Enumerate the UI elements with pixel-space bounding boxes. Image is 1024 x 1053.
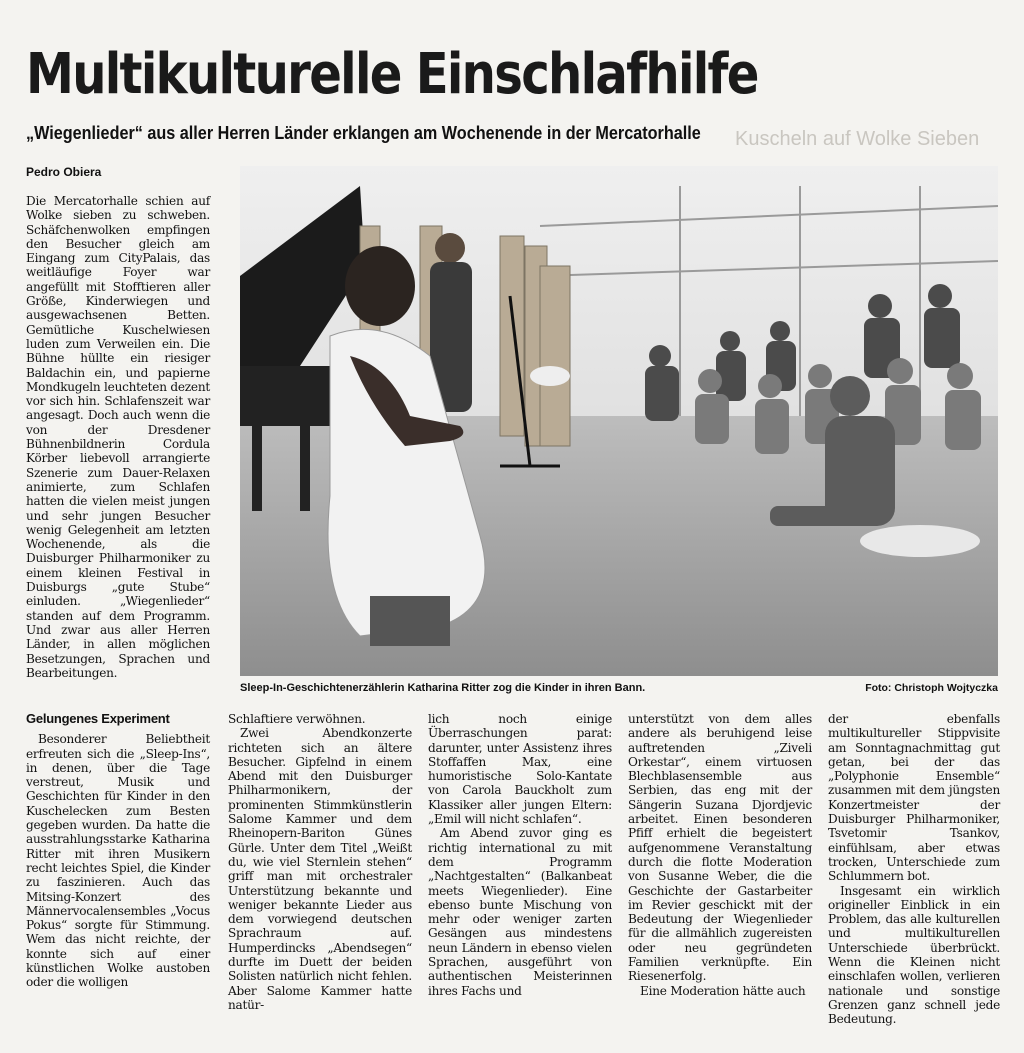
column-3-paragraph: lich noch einige Überraschungen parat: darunter, unter Assistenz ihres Stoffaffen Max, eine humoristische Solo-Kantate von Carola Bauckholt zum Klassiker aller jungen Eltern: „Emil will nicht schlafen“. [428, 712, 612, 827]
article-column-1 [26, 712, 210, 990]
column-5-paragraph: der ebenfalls multikultureller Stippvisite am Sonntagnachmittag gut getan, bei der das „Polyphonie Ensemble“ zusammen mit dem jüngsten Konzertmeister der Duisburger Philharmoniker, Tsvetomir Tsankov, einfühlsam, aber etwas trocken, Unterschiede zum Schlummern bot. [828, 712, 1000, 884]
photo-credit: Foto: Christoph Wojtyczka [865, 682, 998, 694]
photo-caption: Sleep-In-Geschichtenerzählerin Katharina Ritter zog die Kinder in ihren Bann. [240, 682, 646, 694]
column-4-paragraph: Eine Moderation hätte auch [640, 983, 806, 998]
article-column-5 [828, 712, 1000, 1027]
headline: Multikulturelle Einschlafhilfe [26, 42, 758, 107]
bleed-through-text: Kuscheln auf Wolke Sieben [735, 128, 980, 150]
column-5-paragraph: Insgesamt ein wirklich origineller Einblick in ein Problem, das alle kulturellen und multikulturellen Unterschiede überbrückt. Wenn die Kleinen nicht einschlafen wollen, verlieren nationale und sonstige Grenzen ganz schnell jede Bedeutung. [828, 883, 1000, 1027]
section-heading: Gelungenes Experiment [26, 711, 170, 726]
column-1-paragraph: Besonderer Beliebtheit erfreuten sich die „Sleep-Ins“, in denen, über die Tage verstreut, Musik und Geschichten für Kinder in den Kuschelecken zum Besten gegeben wurden. Da hatte die ausstrahlungsstarke Katharina Ritter mit ihren Musikern recht leichtes Spiel, die Kinder zu faszinieren. Auch das Mitsing-Konzert des Männervocalensembles „Vocus Pokus“ sorgte für Stimmung. Wem das nicht reichte, der konnte sich auf einer künstlichen Wolke austoben oder die wolligen [26, 732, 210, 990]
article-column-2 [228, 712, 412, 1012]
column-3-paragraph: Am Abend zuvor ging es richtig international zu mit dem Programm „Nachtgestalten“ (Balkanbeat meets Wiegenlieder). Eine ebenso bunte Mischung von mehr oder weniger zarten Gesängen aus mindestens neun Ländern in ebenso vielen Sprachen, ausgeführt von authentischen Meisterinnen ihres Fachs und [428, 826, 612, 998]
photo-illustration [240, 166, 998, 676]
intro-paragraph: Die Mercatorhalle schien auf Wolke sieben zu schweben. Schäfchenwolken empfingen den Besucher gleich am Eingang zum CityPalais, das weitläufige Foyer war angefüllt mit Stofftieren aller Größe, Kinderwiegen und ausgewachsenen Betten. Gemütliche Kuschelwiesen luden zum Verweilen ein. Die Bühne hüllte ein riesiger Baldachin ein, und papierne Mondkugeln leuchteten dezent vor sich hin. Schlafenszeit war angesagt. Doch auch wenn die von der Dresdener Bühnenbildnerin Cordula Körber liebevoll arrangierte Szenerie zum Dauer-Relaxen animierte, zum Schlafen hatten die vielen meist jungen und sehr jungen Besucher wenig Gelegenheit am letzten Wochenende, als die Duisburger Philharmoniker zu einem kleinen Festival in Duisburgs „gute Stube“ einluden. „Wiegenlieder“ standen auf dem Programm. Und zwar aus aller Herren Länder, in allen möglichen Besetzungen, Sprachen und Bearbeitungen. [26, 194, 210, 680]
article-photo [240, 166, 998, 676]
article-column-4 [628, 712, 812, 998]
article-column-3 [428, 712, 612, 998]
subheadline: „Wiegenlieder“ aus aller Herren Länder erklangen am Wochenende in der Mercatorhalle [26, 123, 701, 143]
author-byline: Pedro Obiera [26, 165, 102, 179]
column-2-paragraph: Zwei Abendkonzerte richteten sich an ältere Besucher. Gipfelnd in einem Abend mit den Duisburger Philharmonikern, der prominenten Stimmkünstlerin Salome Kammer und dem Rheinopern-Bariton Günes Gürle. Unter dem Titel „Weißt du, wie viel Sternlein stehen“ griff man mit orchestraler Unterstützung bekannte und weniger bekannte Lieder aus dem vorwiegend deutschen Sprachraum auf. Humperdincks „Abendsegen“ durfte im Duett der beiden Solisten natürlich nicht fehlen. Aber Salome Kammer hatte natür- [228, 726, 412, 1012]
column-4-paragraph: unterstützt von dem alles andere als beruhigend leise auftretenden „Ziveli Orkestar“, einem virtuosen Blechblasensemble aus Serbien, das eng mit der Sängerin Suzana Djordjevic arbeitet. Einen besonderen Pfiff erhielt die begeistert aufgenommene Veranstaltung durch die flotte Moderation von Susanne Weber, die die Geschichte der Gastarbeiter im Revier geschickt mit der Bedeutung der Wiegenlieder für die allmählich zugereisten oder neu gegründeten Familien verknüpfte. Ein Riesenerfolg. [628, 712, 812, 984]
column-2-paragraph: Schlaftiere verwöhnen. [228, 712, 366, 726]
intro-column [26, 194, 210, 680]
